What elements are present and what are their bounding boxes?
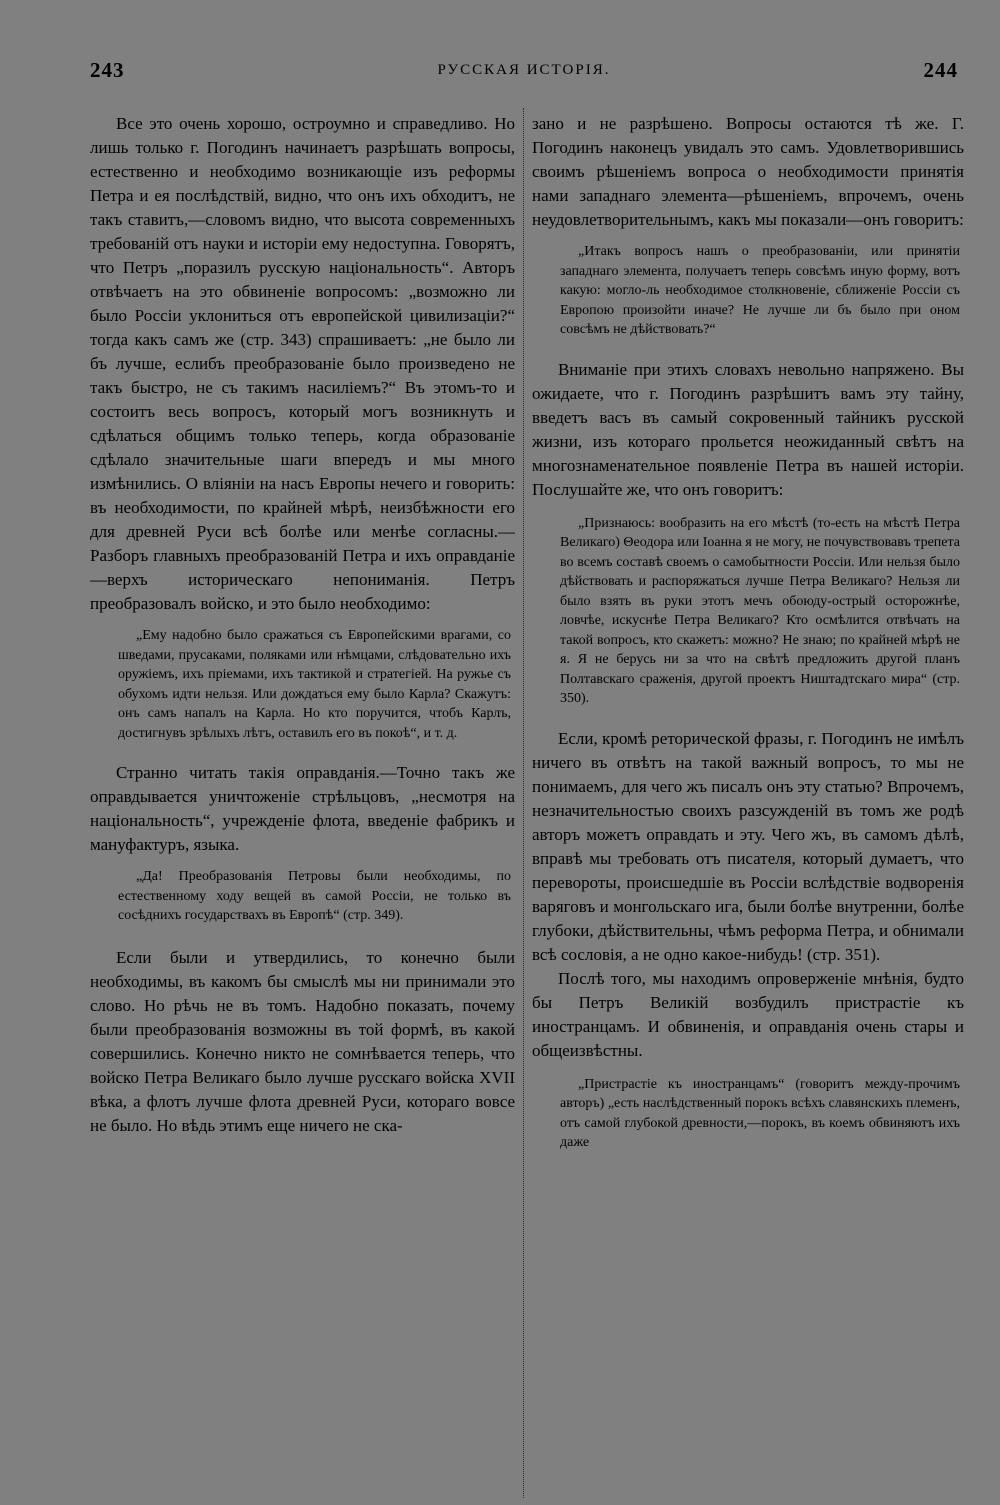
quotation: „Итакъ вопросъ нашъ о преобразованіи, или принятіи западнаго элемента, получаетъ теперь совсѣмъ иную форму, вотъ какую: могло-ль необходимое столкновеніе, сближеніе Россіи съ Европою произойти иначе? Не лучше ли бъ было при оном совсѣмъ не дѣйствовать?“	[560, 244, 960, 337]
paragraph: Все это очень хорошо, остроумно и справедливо. Но лишь только г. Погодинъ начинаетъ разрѣшать вопросы, естественно и необходимо возникающіе изъ реформы Петра и ея послѣдствій, видно, что онъ ихъ обходитъ, не такъ ставитъ,—словомъ видно, что высота современныхъ требованій отъ науки и исторіи ему недоступна. Говорятъ, что Петръ „поразилъ русскую національность“. Авторъ отвѣчаетъ на это обвиненіе вопросомъ: „возможно ли было Россіи уклониться отъ европейской цивилизаціи?“ тогда какъ самъ же (стр. 343) спрашиваетъ: „не было ли бъ лучше, еслибъ преобразованіе было произведено не такъ быстро, не съ такимъ насиліемъ?“ Въ этомъ-то и состоитъ весь вопросъ, который могъ возникнуть и сдѣлаться общимъ только теперь, когда образованіе сдѣлало значительные шаги впередъ и мы много измѣнились. О вліяніи на насъ Европы нечего и говорить: въ необходимости, по крайней мѣрѣ, неизбѣжности его для древней Руси всѣ болѣе или менѣе согласны.—Разборъ главныхъ преобразованій Петра и ихъ оправданіе—верхъ историческаго непониманія. Петръ преобразовалъ войско, и это было необходимо:	[90, 114, 515, 613]
quotation: „Признаюсь: вообразить на его мѣстѣ (то-есть на мѣстѣ Петра Великаго) Θеодора или Іоанна я не могу, не почувствовавъ трепета во всемъ составѣ своемъ о самобытности Россіи. Или нельзя было дѣйствовать и распоряжаться лучше Петра Великаго? Нельзя ли было взять въ руки этотъ мечъ обоюду-острый осторожнѣе, ловчѣе, искуснѣе Петра Великаго? Кто осмѣлится отвѣчать на такой вопросъ, кто скажетъ: можно? Не знаю; по крайней мѣрѣ не я. Я не берусь ни за что на свѣтѣ предложить другой планъ Полтавскаго сраженія, другой проектъ Ништадтскаго мира“ (стр. 350).	[560, 515, 960, 706]
quotation: „Пристрастіе къ иностранцамъ“ (говоритъ между-прочимъ авторъ) „есть наслѣдственный порокъ всѣхъ славянскихъ племенъ, отъ самой глубокой древности,—порокъ, въ коемъ обвиняютъ ихъ даже	[560, 1076, 960, 1150]
left-column	[90, 112, 515, 1497]
running-title: РУССКАЯ ИСТОРІЯ.	[437, 62, 611, 78]
paragraph: Странно читать такія оправданія.—Точно такъ же оправдывается уничтоженіе стрѣльцовъ, „несмотря на національность“, учрежденіе флота, введеніе фабрикъ и мануфактуръ, языка.	[90, 763, 515, 854]
page-number-right: 244	[923, 58, 958, 82]
right-column	[532, 112, 964, 1497]
paragraph: Если, кромѣ реторической фразы, г. Погодинъ не имѣлъ ничего въ отвѣтъ на такой важный вопросъ, то мы не понимаемъ, для чего жъ писалъ онъ эту статью? Впрочемъ, незначительностью своихъ разсужденій въ томъ же родѣ авторъ можетъ оправдать и эту. Чего жъ, въ самомъ дѣлѣ, вправѣ мы требовать отъ писателя, который думаетъ, что перевороты, происшедшіе въ Россіи вслѣдствіе водворенія варяговъ и монгольскаго ига, были болѣе внутренни, болѣе глубоки, дѣйствительны, чѣмъ реформа Петра, и обнимали всѣ сословія, а не одно какое-нибудь! (стр. 351).	[532, 728, 964, 964]
paragraph: Вниманіе при этихъ словахъ невольно напряжено. Вы ожидаете, что г. Погодинъ разрѣшитъ вамъ эту тайну, введетъ васъ въ самый сокровенный тайникъ русской жизни, изъ котораго прольется неожиданный свѣтъ на многознаменательное появленіе Петра въ нашей исторіи. Послушайте же, что онъ говоритъ:	[532, 359, 964, 499]
quotation: „Ему надобно было сражаться съ Европейскими врагами, со шведами, прусаками, поляками или нѣмцами, слѣдовательно ихъ оружіемъ, ихъ пріемами, ихъ тактикой и стратегіей. На ружье съ обухомъ идти нельзя. Или дождаться ему было Карла? Скажутъ: онъ самъ напалъ на Карла. Но кто поручится, чтобъ Карлъ, достигнувъ зрѣлыхъ лѣтъ, оставилъ его въ покоѣ“, и т. д.	[118, 628, 511, 741]
quotation: „Да! Преобразованія Петровы были необходимы, по естественному ходу вещей въ самой Россіи, не только въ сосѣднихъ государствахъ въ Европѣ“ (стр. 349).	[118, 869, 511, 923]
paragraph: Послѣ того, мы находимъ опроверженіе мнѣнія, будто бы Петръ Великій возбудилъ пристрастіе къ иностранцамъ. И обвиненія, и оправданія очень стары и общеизвѣстны.	[532, 968, 964, 1060]
page-number-left: 243	[90, 58, 125, 82]
paragraph: зано и не разрѣшено. Вопросы остаются тѣ же. Г. Погодинъ наконецъ увидалъ это самъ. Удовлетворившись своимъ рѣшеніемъ вопроса о необходимости принятія нами западнаго элемента—рѣшеніемъ, впрочемъ, очень неудовлетворительнымъ, какъ мы показали—онъ говоритъ:	[532, 114, 964, 229]
column-divider	[523, 108, 524, 1498]
paragraph: Если были и утвердились, то конечно были необходимы, въ какомъ бы смыслѣ мы ни принимали это слово. Но рѣчь не въ томъ. Надобно показать, почему были преобразованія возможны въ той формѣ, въ какой совершились. Конечно никто не сомнѣвается теперь, что войско Петра Великаго было лучше русскаго войска XVII вѣка, а флотъ лучше флота древней Руси, котораго вовсе не было. Но вѣдь этимъ еще ничего не ска-	[90, 947, 515, 1135]
running-header	[90, 58, 958, 86]
